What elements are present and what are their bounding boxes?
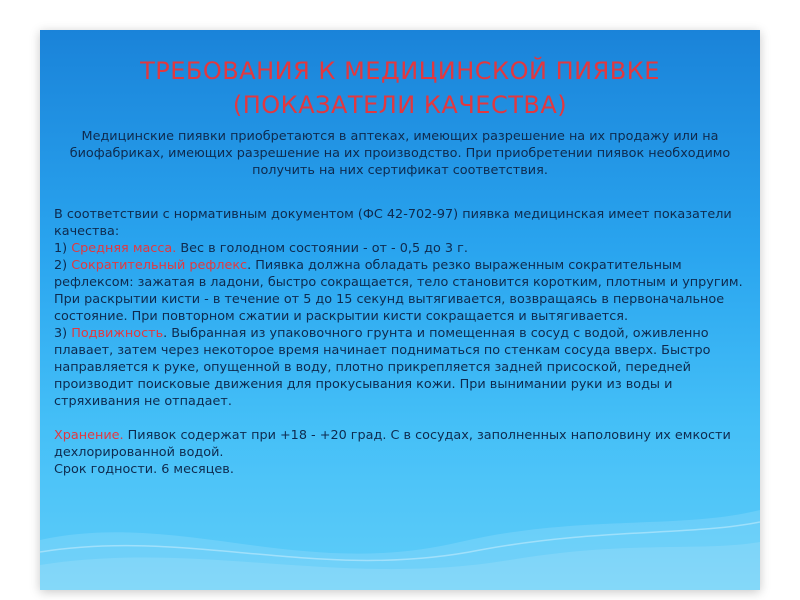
item-text: . Пиявка должна обладать резко выраженным сократительным рефлексом: зажатая в ладони, быстро сокращается, тело становится коротким, плотным и упругим. При раскрытии кисти - в течение от 5 до 15 секунд вытягивается, возвращаясь в первоначальное состояние. При повторном сжатии и раскрытии кисти сокращается и вытягивается.	[54, 258, 743, 324]
shelf-life: Срок годности. 6 месяцев.	[54, 462, 234, 477]
content-body	[54, 206, 752, 478]
item-label-reflex: Сократительный рефлекс	[71, 258, 248, 273]
wave-decoration	[40, 470, 760, 590]
intro-paragraph: Медицинские пиявки приобретаются в аптеках, имеющих разрешение на их продажу или на биофабриках, имеющих разрешение на их производство. При приобретении пиявок необходимо получить на них сертификат соответствия.	[69, 129, 731, 178]
item-number: 2)	[54, 258, 72, 273]
title-line-2: (ПОКАЗАТЕЛИ КАЧЕСТВА)	[232, 91, 568, 119]
item-label-mass: Средняя масса.	[71, 241, 177, 256]
item-text: Вес в голодном состоянии - от - 0,5 до 3 г.	[176, 241, 468, 256]
slide-title	[40, 54, 760, 122]
item-label-mobility: Подвижность	[71, 326, 164, 341]
storage-paragraph	[54, 427, 752, 461]
title-line-1: ТРЕБОВАНИЯ К МЕДИЦИНСКОЙ ПИЯВКЕ	[140, 57, 660, 85]
storage-label: Хранение.	[54, 428, 124, 443]
slide	[40, 30, 760, 590]
quality-item-1	[54, 240, 752, 257]
standard-intro: В соответствии с нормативным документом (ФС 42-702-97) пиявка медицинская имеет показатели качества:	[54, 207, 732, 239]
quality-item-3	[54, 325, 752, 410]
item-number: 3)	[54, 326, 72, 341]
item-number: 1)	[54, 241, 72, 256]
spacer	[54, 410, 752, 427]
quality-item-2	[54, 257, 752, 325]
item-text: . Выбранная из упаковочного грунта и помещенная в сосуд с водой, оживленно плавает, затем через некоторое время начинает подниматься по стенкам сосуда вверх. Быстро направляется к руке, опущенной в воду, плотно прикрепляется задней присоской, передней производит поисковые движения для прокусывания кожи. При вынимании руки из воды и стряхивания не отпадает.	[54, 326, 711, 409]
storage-text: Пиявок содержат при +18 - +20 град. С в сосудах, заполненных наполовину их емкости дехлорированной водой.	[54, 428, 731, 460]
